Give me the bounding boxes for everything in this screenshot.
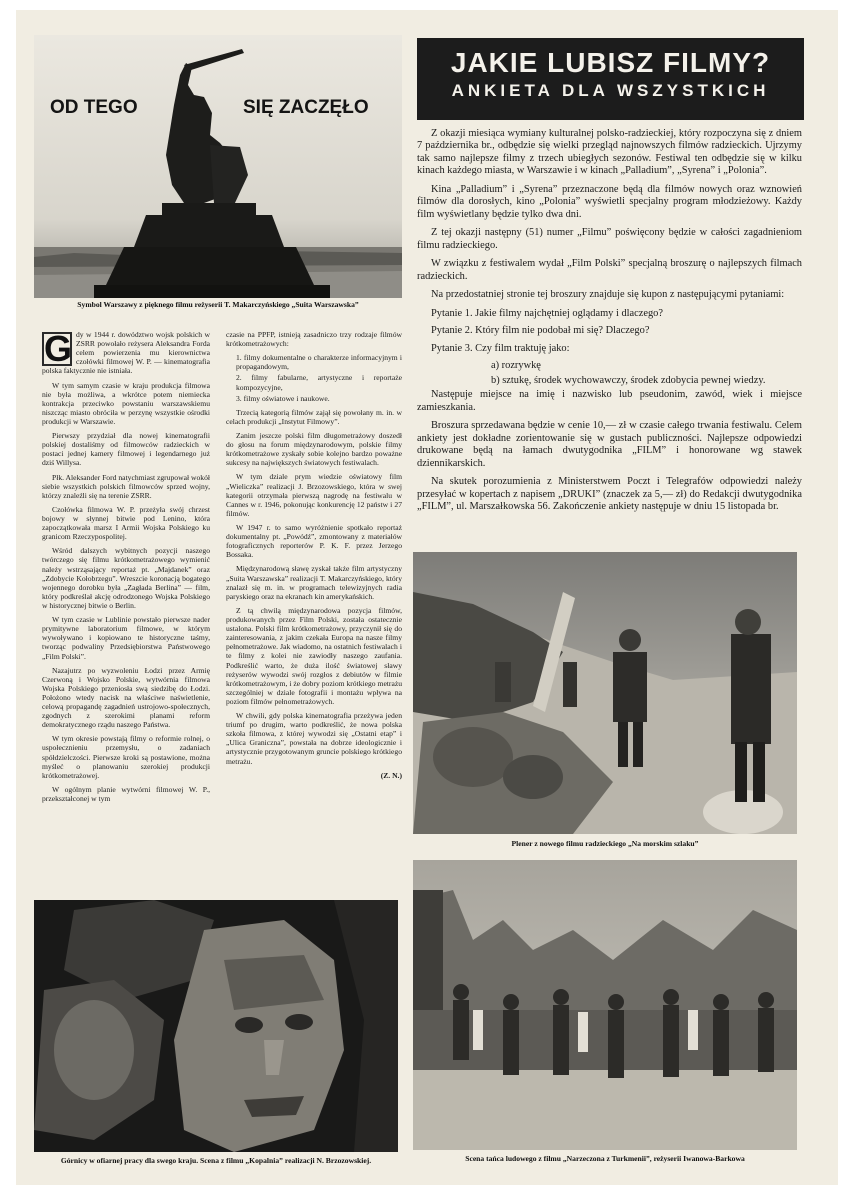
caption-beach-scene: Plener z nowego filmu radzieckiego „Na morskim szlaku” [511,839,699,848]
survey-paragraph: Na skutek porozumienia z Ministerstwem Poczt i Telegrafów odpowiedzi należy przesyłać w kopertach z napisem „DRUKI” (znaczek za 5,— zł) do Redakcji dwutygodnika „FILM”, ul. Marszałkowska 56. Zakończenie ankiety następuje w dniu 15 listopada br. [417,476,802,513]
beach-scene-image [413,552,797,834]
headline-title: JAKIE LUBISZ FILMY? [450,47,771,78]
survey-paragraph: Z okazji miesiąca wymiany kulturalnej polsko-radzieckiej, który rozpoczyna się z dniem 7 października br., odbędzie się wielki przegląd najnowszych filmów radzieckich. Ujrzymy tak samo najlepsze filmy z trzech ubiegłych sezonów. Festiwal ten odbędzie się w kilku kinach każdego miasta, w Warszawie i w kinach „Palladium”, „Syrena” i „Polonia”. [417,128,802,177]
article-paragraph: W tym samym czasie w kraju produkcja filmowa nie była możliwa, a wkrótce potem niemiecka kontrakcja przeciwko powstaniu warszawskiemu niszcząc miasto obróciła w perzynę wszystkie ośrodki produkcji w Warszawie. [42,380,210,426]
caption-warsaw-mermaid: Symbol Warszawy z pięknego filmu reżyserii T. Makarczyńskiego „Suita Warszawska” [77,300,359,309]
article-paragraph: czasie na PPFP, istnieją zasadniczo trzy rodzaje filmów krótkometrażowych: [226,330,402,349]
mermaid-statue-image [34,35,402,298]
dropcap-letter: G [44,330,73,369]
survey-option-b: b) sztukę, środek wychowawczy, środek zdobycia pewnej wiedzy. [491,374,766,386]
caption-miner: Górnicy w ofiarnej pracy dla swego kraju. Scena z filmu „Kopalnia” realizacji N. Brzozowskiej. [60,1156,372,1165]
survey-paragraph: Na przedostatniej stronie tej broszury znajduje się kupon z następującymi pytaniami: [431,289,785,301]
survey-paragraph: Następuje miejsce na imię i nazwisko lub pseudonim, zawód, wiek i miejsce zamieszkania. [417,389,802,413]
article-signature: (Z. N.) [380,770,402,780]
article-list-item: 3. filmy oświatowe i naukowe. [236,393,330,403]
survey-paragraph: Kina „Palladium” i „Syrena” przeznaczone będą dla filmów nowych oraz wznowień filmów dla dorosłych, kino „Polonia” wyświetli specjalny program młodzieżowy. Każdy film wyświetlany będzie tylko dwa dni. [417,183,802,220]
article-paragraph: dy w 1944 r. dowództwo wojsk polskich w ZSRR powołało reżysera Aleksandra Forda celem powierzenia mu kierownictwa czołówki filmowej W. P. — kinematografia polska faktycznie nie istniała. [42,330,210,376]
survey-question-2: Pytanie 2. Który film nie podobał mi się? Dlaczego? [431,325,650,337]
survey-paragraph: Z tej okazji następny (51) numer „Filmu” poświęcony będzie w całości zagadnieniom filmu radzieckiego. [417,227,802,251]
article-paragraph: Z tą chwilą międzynarodowa pozycja filmów, produkowanych przez Film Polski, została ostatecznie ustalona. Polski film krótkometrażowy, przyczynił się do zainteresowania, z jakim czekała Europa na nasze filmy pełnometrażowe. Jak wiadomo, na ostatnich festiwalach i te filmy z kolei nie zawiodły naszego zaufania. Podkreślić warto, że duża ilość światowej sławy reżyserów wywodzi swój rozgłos z debiutów w filmie krótkometrażowym, i że dobry poziom krótkiego metrażu szczególniej w dziale fotografii i montażu wpływa na poziom filmów pełnometrażowych. [226,605,402,706]
article-paragraph: W ogólnym planie wytwórni filmowej W. P., przekształconej w tym [42,784,210,804]
photo-warsaw-mermaid [34,35,402,298]
article-paragraph: Międzynarodową sławę zyskał także film artystyczny „Suita Warszawska” realizacji T. Makarczyńskiego, który znalazł się m. in. w programach telewizyjnych radia paryskiego oraz na ekranach kin amerykańskich. [226,564,402,601]
article-paragraph: Zanim jeszcze polski film długometrażowy doszedł do głosu na forum międzynarodowym, polskie filmy krótkometrażowe zyskały sobie kolejno bardzo poważne sukcesy na największych światowych festiwalach. [226,430,402,468]
folk-dance-image [413,860,797,1150]
survey-question-1: Pytanie 1. Jakie filmy najchętniej oglądamy i dlaczego? [431,307,663,319]
survey-text-block [417,128,802,548]
article-column-left [42,330,210,900]
survey-option-a: a) rozrywkę [491,360,541,372]
article-paragraph: Trzecią kategorią filmów zajął się powołany m. in. w celach produkcji „Instytut Filmowy”. [226,407,402,426]
article-paragraph: Wśród dalszych wybitnych pozycji naszego twórczego się filmu krótkometrażowego wymienić należy wstrząsający reportaż pt. „Majdanek” oraz „Zdobycie Kołobrzegu”. Wreszcie koronacją bogatego wojennego dorobku była „Zagłada Berlina” — film, który podkreślał akcję odrodzonego Wojska Polskiego w historycznej bitwie o Berlin. [42,546,210,610]
caption-folk-dance: Scena tańca ludowego z filmu „Narzeczona z Turkmenii”, reżyserii Iwanowa-Barkowa [465,1154,745,1163]
survey-question-3: Pytanie 3. Czy film traktuję jako: [431,342,570,354]
article-paragraph: Czołówka filmowa W. P. przeżyła swój chrzest bojowy w słynnej bitwie pod Lenino, która zapoczątkowała marsz I Armii Wojska Polskiego ku granicom Rzeczypospolitej. [42,504,210,542]
article-paragraph: W 1947 r. to samo wyróżnienie spotkało reportaż dokumentalny pt. „Powódź”, zmontowany z materiałów fotograficznych reporterów P. K. F. przez Jerzego Bossaka. [226,522,402,560]
article-paragraph: W tym czasie w Lublinie powstało pierwsze nader prymitywne laboratorium filmowe, w którym wywoływano i kopiowano te historyczne taśmy, tworząc podwaliny Przedsiębiorstwa Państwowego „Film Polski”. [42,615,210,661]
overlay-text-sie-zaczelo: SIĘ ZACZĘŁO [243,97,369,118]
photo-folk-dance [413,860,797,1150]
article-paragraph: W chwili, gdy polska kinematografia przeżywa jeden triumf po drugim, warto podkreślić, że nowa polska szkoła filmowa, z której wywodzi się „Ostatni etap” i „Ulica Graniczna”, powstała na dobrze ideologicznie i artystycznie przygotowanym gruncie polskiego krótkiego metrażu. [226,711,402,766]
overlay-text-od-tego: OD TEGO [50,97,138,118]
survey-paragraph: Broszura sprzedawana będzie w cenie 10,— zł w czasie całego trwania festiwalu. Celem ankiety jest dokładne zorientowanie się w gustach publiczności. Najlepsze odpowiedzi drukowane będą na łamach dwutygodnika „FILM” i honorowane wg stawek dziennikarskich. [417,420,802,469]
magazine-page [16,10,838,1185]
article-list-item: 1. filmy dokumentalne o charakterze informacyjnym i propagandowym, [236,353,402,372]
headline-subtitle: ANKIETA DLA WSZYSTKICH [451,81,770,100]
article-paragraph: W tym dziale prym wiedzie oświatowy film „Wieliczka” realizacji J. Brzozowskiego, która w swej kategorii otrzymała pierwszą nagrodę na festiwalu w Cannes w r. 1946, pokonując konkurencję 12 państw i 27 filmów. [226,472,402,518]
photo-beach-scene [413,552,797,834]
article-paragraph: Płk. Aleksander Ford natychmiast zgrupował wokół siebie wszystkich polskich filmowców sprzed wojny, którzy znaleźli się na terenie ZSRR. [42,472,210,500]
article-paragraph: Nazajutrz po wyzwoleniu Łodzi przez Armię Czerwoną i Wojsko Polskie, wytwórnia filmowa Wojska Polskiego przeniosła swą siedzibę do Łodzi. Położono wtedy nacisk na właściwe naświetlenie, celową propagandę zagadnień ustrojowo-społecznych, zgodnych z szerokimi planami reform demokratycznego rządu naszego Państwa. [42,665,210,730]
survey-paragraph: W związku z festiwalem wydał „Film Polski” specjalną broszurę o najlepszych filmach radzieckich. [417,258,802,282]
article-list-item: 2. filmy fabularne, artystyczne i reportaże kompozycyjne, [236,373,402,392]
photo-miner [34,900,398,1152]
article-paragraph: W tym okresie powstają filmy o reformie rolnej, o uspołecznieniu przemysłu, o zadaniach spółdzielczości. Pierwsze kroki są postawione, można myśleć o planowaniu szerokiej produkcji krótkometrażowej. [42,734,210,780]
headline-banner [417,38,804,120]
miner-portrait-image [34,900,398,1152]
article-paragraph: Pierwszy przydział dla nowej kinematografii polskiej dostaliśmy od filmowców radzieckich w postaci jednej kamery filmowej i legendarnego już dziś Willysa. [42,431,210,468]
article-column-right [226,330,402,900]
